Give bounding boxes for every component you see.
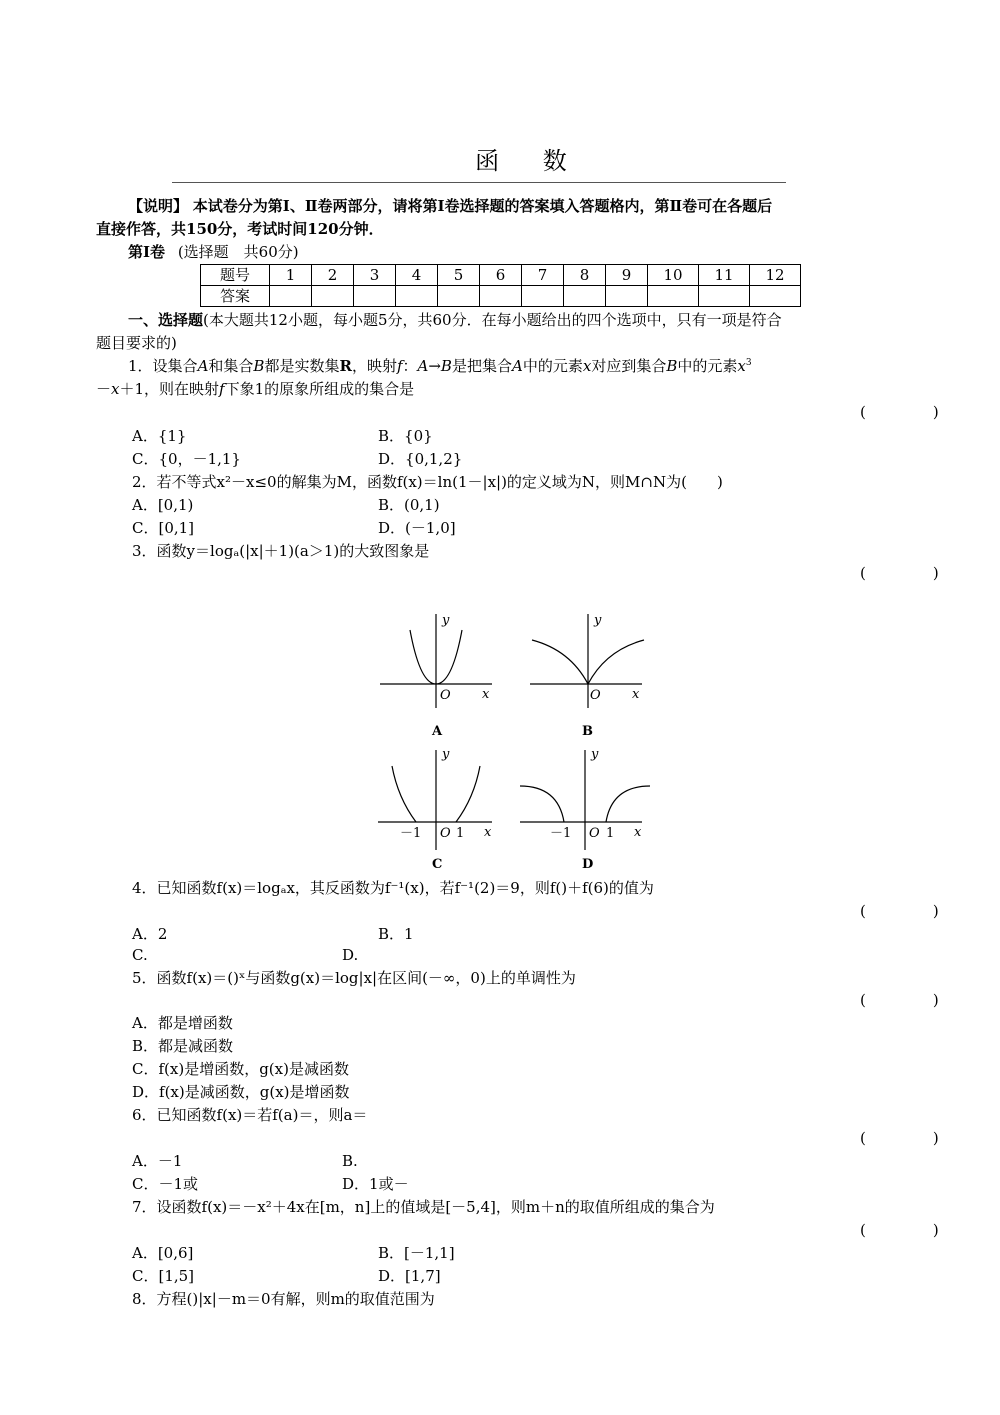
graph-d-y-label: y <box>591 747 599 762</box>
q1-text: 下象1的原象所组成的集合是 <box>224 380 415 398</box>
section1-line-1 <box>128 310 782 330</box>
q7-answer-blank[interactable]: ( ) <box>860 1221 965 1239</box>
answer-table-number: 1 <box>270 265 312 286</box>
answer-table-number: 12 <box>750 265 801 286</box>
q1-var: x <box>737 357 746 375</box>
q6-option-c: C．－1或 <box>132 1175 199 1193</box>
q4-option-d: D. <box>342 946 359 964</box>
q3-answer-blank[interactable]: ( ) <box>860 564 965 582</box>
q2-option-a: A．[0,1) <box>132 496 194 514</box>
answer-cell[interactable] <box>270 286 312 307</box>
graph-a-x-label: x <box>482 687 490 702</box>
answer-cell[interactable] <box>648 286 699 307</box>
graph-c-neg-one-label: －1 <box>400 826 422 841</box>
q5-option-d: D．f(x)是减函数，g(x)是增函数 <box>132 1083 350 1101</box>
q1-var: A <box>197 357 209 375</box>
graph-d-x-label: x <box>634 825 642 840</box>
q1-var: f <box>219 380 225 398</box>
answer-table-number: 6 <box>480 265 522 286</box>
answer-table-number: 11 <box>699 265 750 286</box>
q1-text: 中的元素 <box>677 357 738 375</box>
q1-var: x <box>111 380 120 398</box>
graph-a-origin-label: O <box>440 688 451 703</box>
graph-a-y-label: y <box>442 613 450 628</box>
answer-cell[interactable] <box>606 286 648 307</box>
graph-d-origin-label: O <box>589 826 600 841</box>
graph-b-origin-label: O <box>590 688 601 703</box>
answer-table-header-number: 题号 <box>201 265 270 286</box>
q1-text: 对应到集合 <box>591 357 667 375</box>
answer-cell[interactable] <box>699 286 750 307</box>
graph-c-origin-label: O <box>440 826 451 841</box>
q1-line-1 <box>128 356 752 376</box>
graph-b-y-label: y <box>594 613 602 628</box>
q1-var: A→B <box>417 357 452 375</box>
answer-table-number: 4 <box>396 265 438 286</box>
q1-text: ： <box>402 357 418 375</box>
q1-option-d: D．{0,1,2} <box>378 450 463 468</box>
q5-option-a: A．都是增函数 <box>132 1014 233 1032</box>
q1-var: A <box>511 357 523 375</box>
q7-option-c: C．[1,5] <box>132 1267 195 1285</box>
q1-var: B <box>253 357 265 375</box>
q6-option-a: A．－1 <box>132 1152 183 1170</box>
q1-var: R <box>339 357 352 375</box>
answer-table-number-row <box>201 265 801 286</box>
q1-option-b: B．{0} <box>378 427 433 445</box>
q6-option-d: D．1或－ <box>342 1175 409 1193</box>
q1-text: ＋1，则在映射 <box>119 380 220 398</box>
answer-table-number: 2 <box>312 265 354 286</box>
graph-c-curve-left <box>392 766 416 822</box>
q7-stem: 7．设函数f(x)＝－x²＋4x在[m，n]上的值域是[－5,4]，则m＋n的取值所组成的集合为 <box>132 1198 715 1216</box>
answer-cell[interactable] <box>438 286 480 307</box>
graph-b-x-label: x <box>632 687 640 702</box>
q1-option-a: A．{1} <box>132 427 187 445</box>
intro-tag: 【说明】 <box>128 197 189 215</box>
graph-c-one-label: 1 <box>456 826 465 841</box>
q2-stem: 2．若不等式x²－x≤0的解集为M，函数f(x)＝ln(1－|x|)的定义域为N，则M∩N为( ) <box>132 473 723 491</box>
q5-answer-blank[interactable]: ( ) <box>860 991 965 1009</box>
answer-table-number: 5 <box>438 265 480 286</box>
graph-a-caption: A <box>432 724 443 739</box>
q1-line-2 <box>96 379 414 399</box>
part1-heading <box>128 242 299 262</box>
q4-option-a: A．2 <box>132 925 168 943</box>
answer-table-number: 3 <box>354 265 396 286</box>
section1-line-2: 题目要求的) <box>96 334 177 352</box>
q1-option-c: C．{0，－1,1} <box>132 450 241 468</box>
part1-note: (选择题 共60分) <box>177 243 299 261</box>
page-title: 函 数 <box>475 147 585 175</box>
answer-cell[interactable] <box>312 286 354 307</box>
answer-cell[interactable] <box>750 286 801 307</box>
q7-option-b: B．[－1,1] <box>378 1244 455 1262</box>
q1-text: 都是实数集 <box>264 357 340 375</box>
q7-option-a: A．[0,6] <box>132 1244 194 1262</box>
answer-table-number: 10 <box>648 265 699 286</box>
q6-stem: 6．已知函数f(x)＝若f(a)＝，则a＝ <box>132 1106 368 1124</box>
graph-c-caption: C <box>432 857 443 872</box>
answer-cell[interactable] <box>354 286 396 307</box>
section1-text-1: (本大题共12小题，每小题5分，共60分．在每小题给出的四个选项中，只有一项是符合 <box>203 311 782 329</box>
q4-option-b: B．1 <box>378 925 414 943</box>
answer-table-answer-row <box>201 286 801 307</box>
q3-graph-figure <box>370 600 660 880</box>
q4-answer-blank[interactable]: ( ) <box>860 902 965 920</box>
intro-line-2: 直接作答，共150分，考试时间120分钟． <box>96 220 384 238</box>
q7-option-d: D．[1,7] <box>378 1267 441 1285</box>
q1-exponent: 3 <box>745 358 752 368</box>
q1-text: 是把集合 <box>451 357 512 375</box>
answer-cell[interactable] <box>522 286 564 307</box>
intro-line-1 <box>128 196 772 216</box>
graph-d-curve-right <box>606 786 650 822</box>
q1-text: 和集合 <box>208 357 254 375</box>
answer-table <box>200 264 801 307</box>
q8-stem: 8．方程()|x|－m＝0有解，则m的取值范围为 <box>132 1290 435 1308</box>
intro-text-1: 本试卷分为第Ⅰ、Ⅱ卷两部分，请将第Ⅰ卷选择题的答案填入答题格内，第Ⅱ卷可在各题后 <box>192 197 773 215</box>
q1-var: B <box>666 357 678 375</box>
part1-label: 第Ⅰ卷 <box>128 243 166 261</box>
graph-d-curve-left <box>520 786 564 822</box>
title-divider <box>172 182 786 183</box>
graph-c-curve-right <box>456 766 480 822</box>
graph-d-caption: D <box>582 857 594 872</box>
answer-table-header-answer: 答案 <box>201 286 270 307</box>
answer-cell[interactable] <box>480 286 522 307</box>
graph-c-y-label: y <box>442 747 450 762</box>
answer-cell[interactable] <box>564 286 606 307</box>
q4-option-c: C. <box>132 946 148 964</box>
q1-var: x <box>582 357 592 375</box>
q1-text: ，映射 <box>351 357 397 375</box>
section1-heading: 一、选择题 <box>128 311 204 329</box>
graph-b-caption: B <box>582 724 593 739</box>
q5-option-b: B．都是减函数 <box>132 1037 234 1055</box>
answer-cell[interactable] <box>396 286 438 307</box>
answer-table-number: 9 <box>606 265 648 286</box>
q2-option-b: B．(0,1) <box>378 496 440 514</box>
answer-table-number: 7 <box>522 265 564 286</box>
q2-option-d: D．(－1,0] <box>378 519 456 537</box>
answer-table-number: 8 <box>564 265 606 286</box>
q5-option-c: C．f(x)是增函数，g(x)是减函数 <box>132 1060 349 1078</box>
q1-text: 设集合 <box>152 357 198 375</box>
q1-text: － <box>96 380 112 398</box>
q6-option-b: B. <box>342 1152 358 1170</box>
q1-number: 1． <box>128 357 153 375</box>
graph-d-neg-one-label: －1 <box>550 826 572 841</box>
q3-stem: 3．函数y＝logₐ(|x|＋1)(a＞1)的大致图象是 <box>132 542 430 560</box>
q1-answer-blank[interactable]: ( ) <box>860 403 965 421</box>
q2-option-c: C．[0,1] <box>132 519 195 537</box>
graph-d-one-label: 1 <box>606 826 615 841</box>
q1-text: 中的元素 <box>522 357 583 375</box>
q1-var: f <box>396 357 403 375</box>
q5-stem: 5．函数f(x)＝()ˣ与函数g(x)＝log|x|在区间(－∞，0)上的单调性为 <box>132 969 576 987</box>
q6-answer-blank[interactable]: ( ) <box>860 1129 965 1147</box>
graph-c-x-label: x <box>484 825 492 840</box>
q4-stem: 4．已知函数f(x)＝logₐx，其反函数为f⁻¹(x)，若f⁻¹(2)＝9，则f()＋f(6)的值为 <box>132 879 654 897</box>
